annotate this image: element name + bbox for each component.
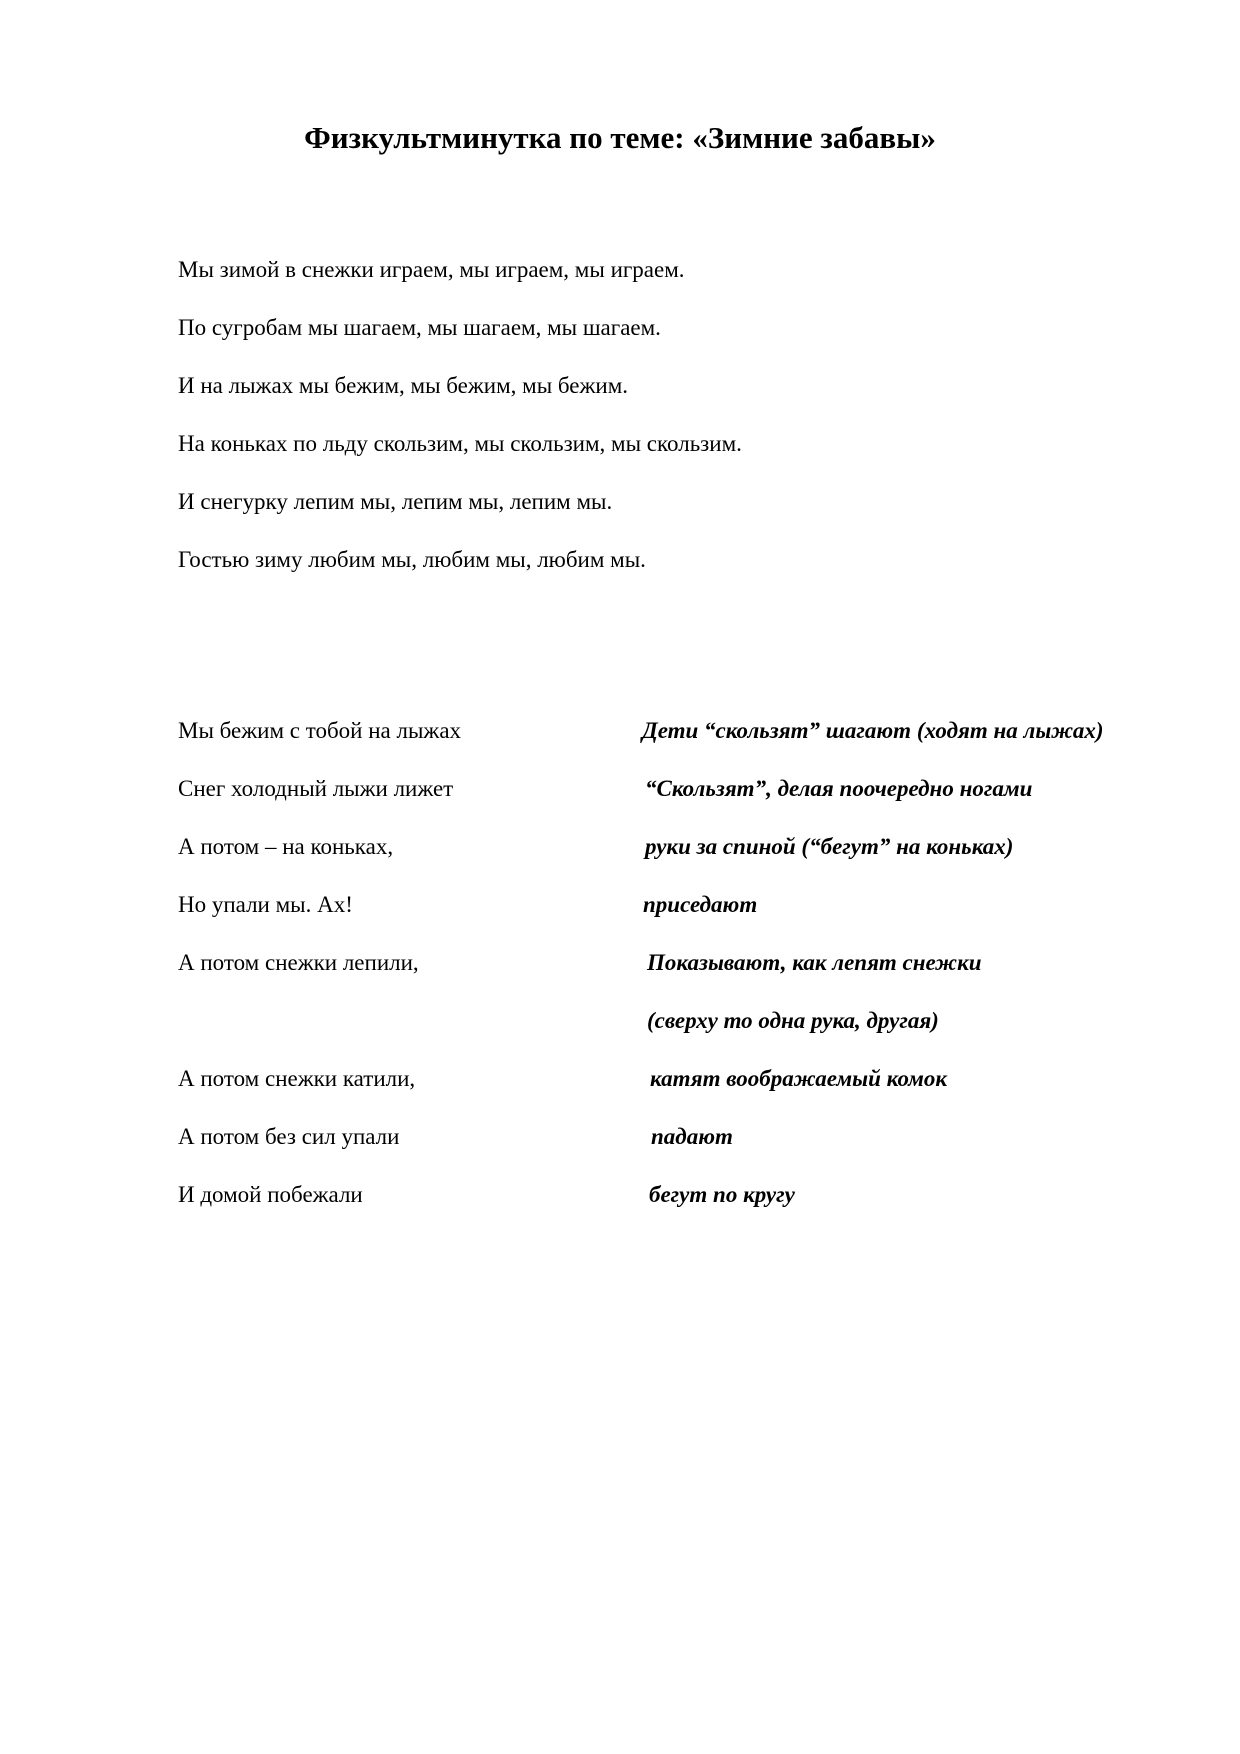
exercise-row (178, 760, 1178, 818)
verse-text: Снег холодный лыжи лижет (178, 776, 454, 801)
poem-line: На коньках по льду скользим, мы скользим, мы скользим. (178, 431, 742, 456)
verse-text: Но упали мы. Ах! (178, 892, 353, 917)
verse-text: А потом – на коньках, (178, 834, 394, 859)
exercise-row (178, 992, 1178, 1050)
action-text: Показывают, как лепят снежки (647, 950, 982, 975)
verse-text: И домой побежали (178, 1182, 363, 1207)
page-title: Физкультминутка по теме: «Зимние забавы» (304, 120, 936, 155)
action-text: Дети “скользят” шагают (ходят на лыжах) (642, 718, 1104, 743)
poem-block (178, 241, 1178, 589)
action-text: приседают (643, 892, 758, 917)
action-text: руки за спиной (“бегут” на коньках) (645, 834, 1014, 859)
exercise-row (178, 1050, 1178, 1108)
exercise-table (178, 702, 1178, 1224)
action-text: (сверху то одна рука, другая) (647, 1008, 939, 1033)
poem-line: И снегурку лепим мы, лепим мы, лепим мы. (178, 489, 613, 514)
exercise-row (178, 1108, 1178, 1166)
poem-line: Гостью зиму любим мы, любим мы, любим мы. (178, 547, 646, 572)
exercise-row (178, 934, 1178, 992)
exercise-row (178, 818, 1178, 876)
verse-text: А потом снежки лепили, (178, 950, 419, 975)
action-text: бегут по кругу (649, 1182, 795, 1207)
poem-line: И на лыжах мы бежим, мы бежим, мы бежим. (178, 373, 629, 398)
exercise-row (178, 876, 1178, 934)
verse-text: А потом без сил упали (178, 1124, 400, 1149)
verse-text: А потом снежки катили, (178, 1066, 416, 1091)
action-text: “Скользят”, делая поочередно ногами (645, 776, 1033, 801)
verse-text: Мы бежим с тобой на лыжах (178, 718, 462, 743)
exercise-row (178, 1166, 1178, 1224)
exercise-row (178, 702, 1178, 760)
action-text: падают (651, 1124, 733, 1149)
action-text: катят воображаемый комок (650, 1066, 948, 1091)
poem-line: По сугробам мы шагаем, мы шагаем, мы шагаем. (178, 315, 661, 340)
poem-line: Мы зимой в снежки играем, мы играем, мы играем. (178, 257, 685, 282)
